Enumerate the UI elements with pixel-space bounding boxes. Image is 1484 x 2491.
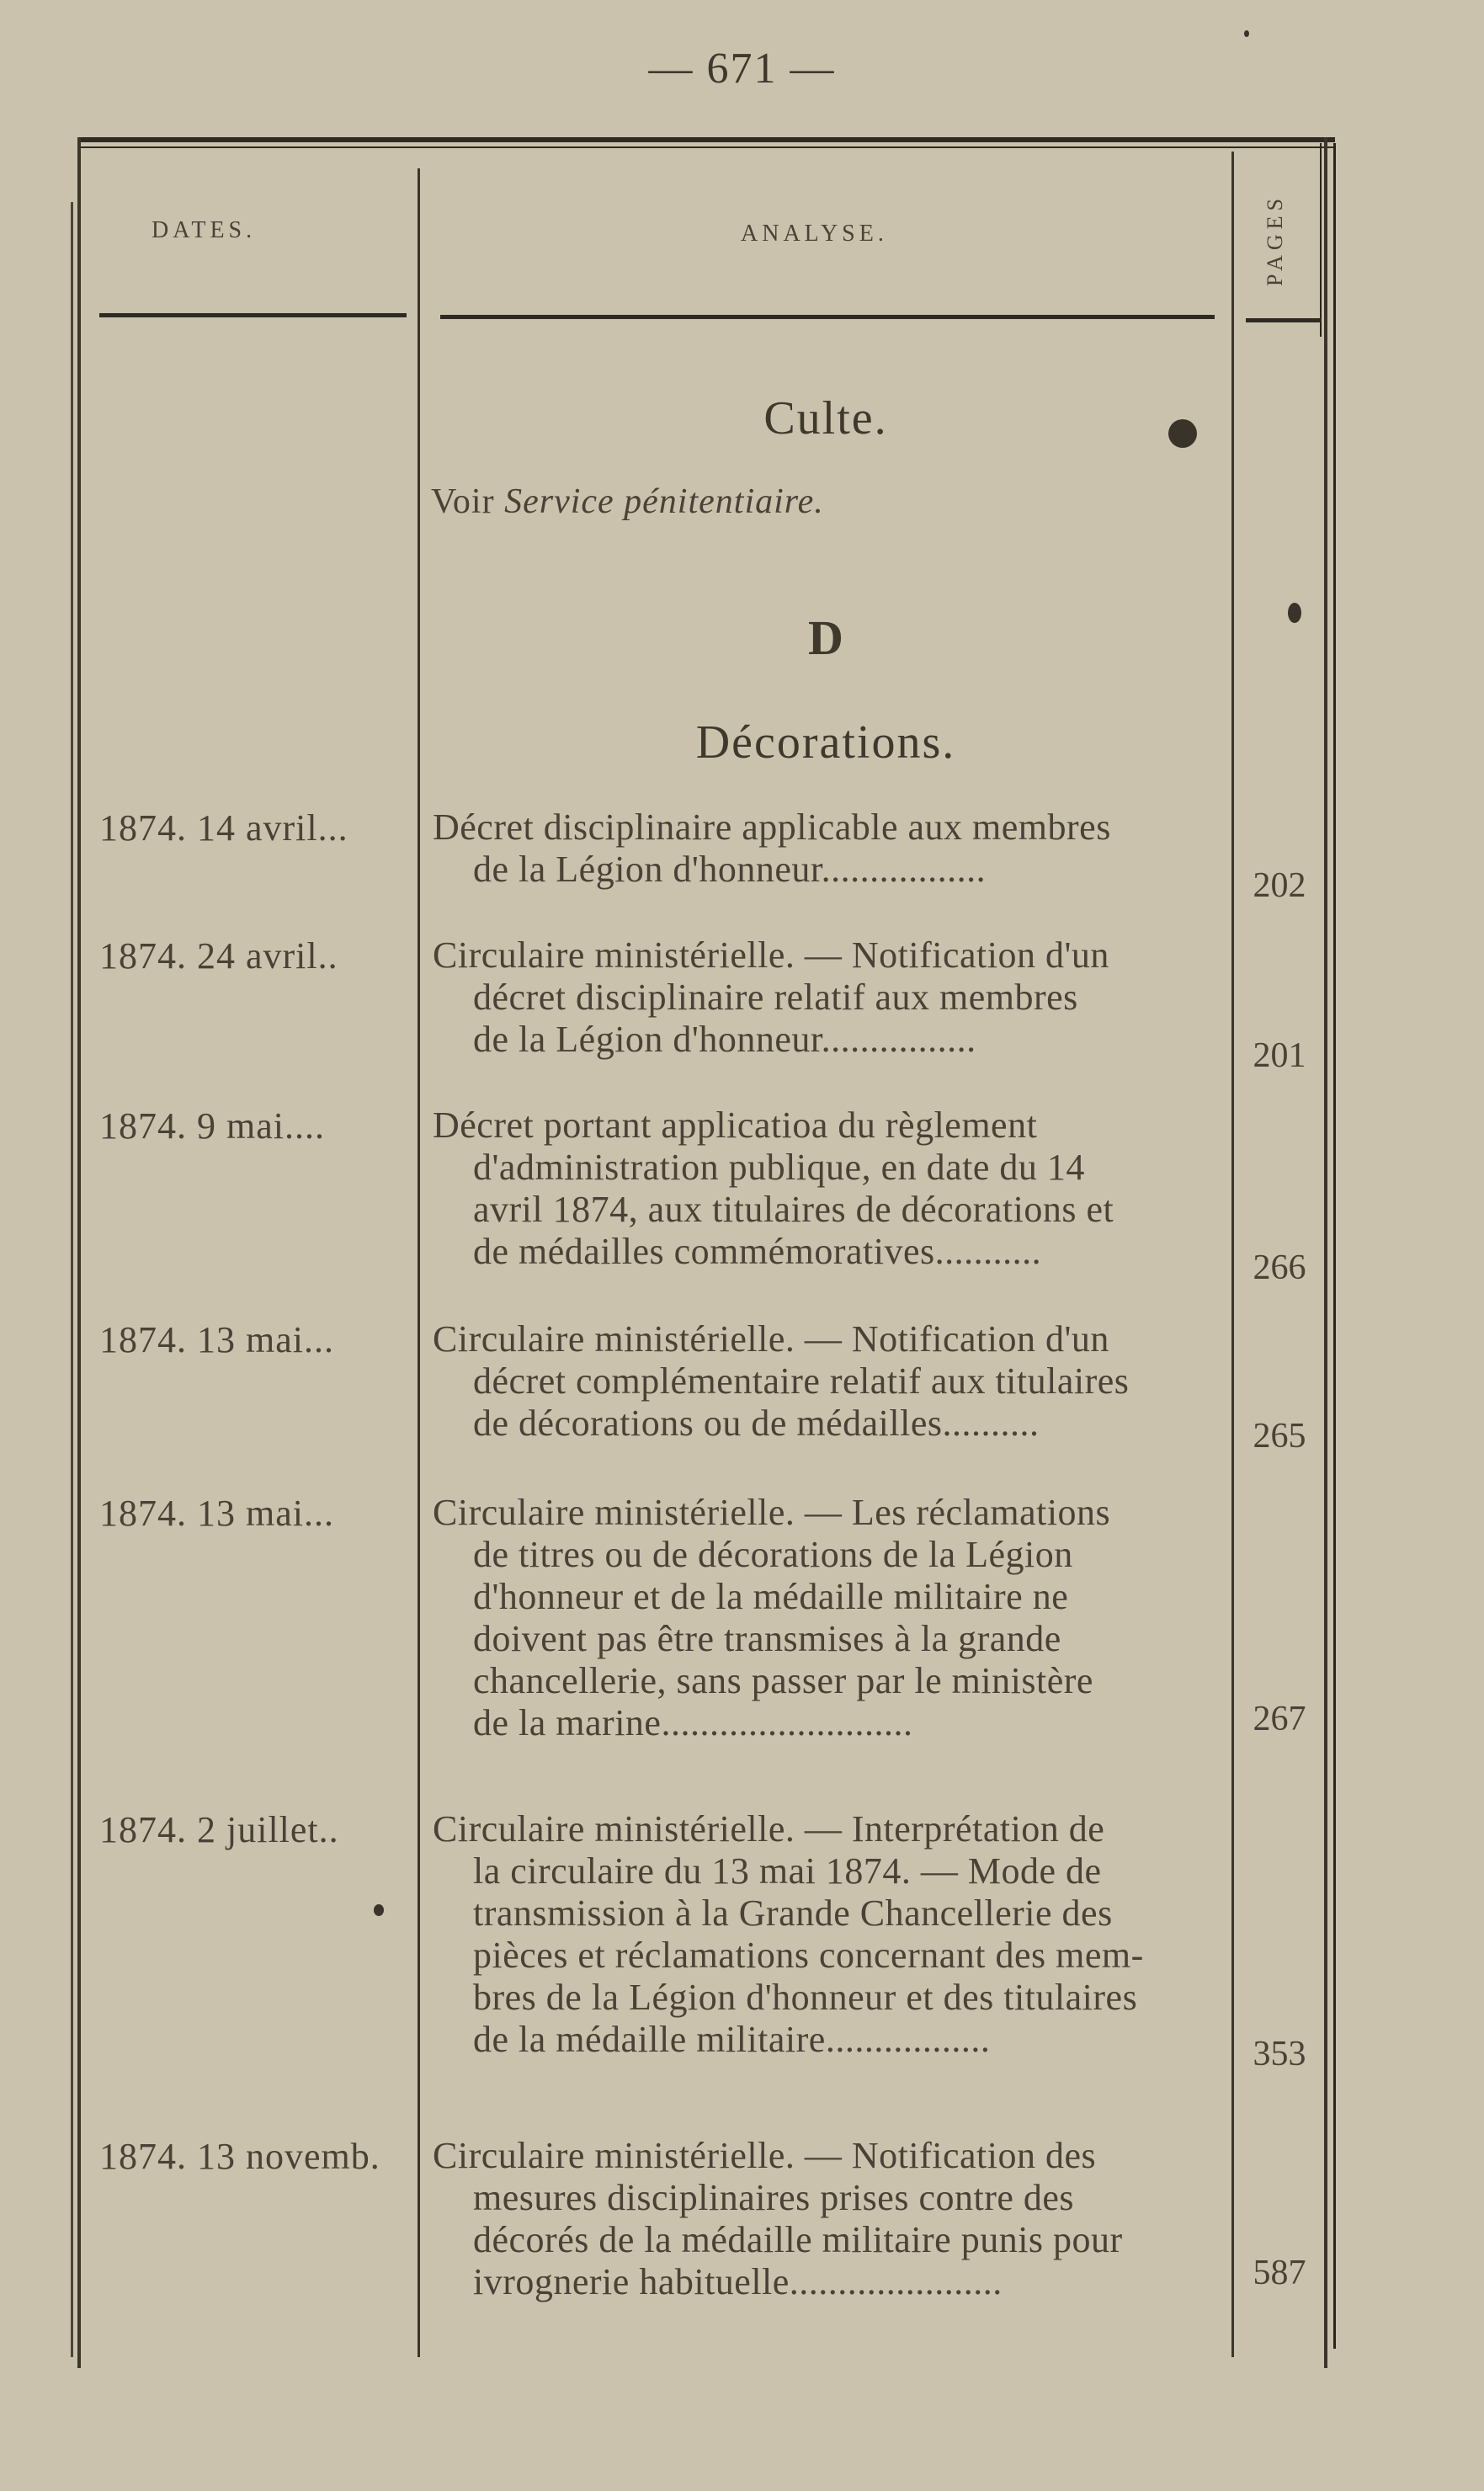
frame-left-rule bbox=[77, 137, 81, 2368]
frame-right-outer-rule bbox=[1333, 143, 1336, 2349]
entry-page: 353 bbox=[1253, 2035, 1306, 2073]
column-divider-pages bbox=[1231, 152, 1234, 2357]
header-pages: PAGES bbox=[1263, 194, 1287, 286]
header-analyse: ANALYSE. bbox=[741, 221, 888, 247]
entry-page: 201 bbox=[1253, 1036, 1306, 1075]
analysis-line: Circulaire ministérielle. — Notification d'un bbox=[433, 934, 1109, 976]
entry-analysis bbox=[433, 1492, 1224, 1744]
analysis-line: pièces et réclamations concernant des mem- bbox=[473, 1935, 1144, 1976]
ink-blot bbox=[1168, 419, 1197, 448]
entry-date: 1874. 13 novemb. bbox=[99, 2136, 380, 2177]
analysis-line: transmission à la Grande Chancellerie des bbox=[473, 1892, 1113, 1934]
analysis-line: de décorations ou de médailles.......... bbox=[473, 1403, 1040, 1444]
section-title-decorations: Décorations. bbox=[695, 716, 956, 769]
pages-header-rule bbox=[1320, 143, 1322, 337]
analysis-line: de la Légion d'honneur................ bbox=[473, 1019, 976, 1060]
see-also-target: Service pénitentiaire. bbox=[504, 482, 824, 521]
analysis-line: de la médaille militaire................. bbox=[473, 2019, 991, 2060]
ink-spot bbox=[1288, 603, 1301, 623]
header-dates: DATES. bbox=[152, 217, 257, 243]
analysis-line: doivent pas être transmises à la grande bbox=[473, 1618, 1061, 1659]
analysis-line: Circulaire ministérielle. — Notification d'un bbox=[433, 1318, 1109, 1360]
analysis-line: décret disciplinaire relatif aux membres bbox=[473, 977, 1078, 1018]
analysis-line: ivrognerie habituelle...................... bbox=[473, 2261, 1003, 2302]
entry-date: 1874. 13 mai... bbox=[99, 1493, 334, 1534]
see-also-prefix: Voir bbox=[431, 482, 505, 521]
analysis-line: Circulaire ministérielle. — Notification des bbox=[433, 2135, 1097, 2176]
analysis-line: de la Légion d'honneur................. bbox=[473, 849, 987, 890]
analysis-line: Circulaire ministérielle. — Interprétation de bbox=[433, 1808, 1105, 1850]
page-number: — 671 — bbox=[648, 45, 836, 93]
analysis-line: avril 1874, aux titulaires de décorations et bbox=[473, 1189, 1114, 1230]
entry-analysis bbox=[433, 806, 1224, 891]
analysis-line: Décret portant applicatioa du règlement bbox=[433, 1104, 1038, 1146]
entry-page: 202 bbox=[1253, 866, 1306, 905]
entry-analysis bbox=[433, 1318, 1224, 1445]
analysis-line: bres de la Légion d'honneur et des titulaires bbox=[473, 1977, 1138, 2018]
analysis-line: la circulaire du 13 mai 1874. — Mode de bbox=[473, 1850, 1102, 1892]
top-rule-thick bbox=[81, 137, 1335, 142]
column-divider-dates bbox=[418, 168, 420, 2357]
header-rule-dates bbox=[99, 313, 407, 317]
entry-date: 1874. 9 mai.... bbox=[99, 1105, 325, 1147]
entry-analysis bbox=[433, 934, 1224, 1061]
header-rule-analyse bbox=[440, 315, 1215, 319]
entry-analysis bbox=[433, 2135, 1224, 2303]
section-letter: D bbox=[808, 610, 843, 665]
ink-spot bbox=[1244, 30, 1249, 37]
frame-right-rule bbox=[1324, 137, 1327, 2368]
analysis-line: de titres ou de décorations de la Légion bbox=[473, 1534, 1073, 1575]
ink-spot bbox=[374, 1904, 384, 1916]
analysis-line: de médailles commémoratives........... bbox=[473, 1231, 1042, 1272]
header-rule-pages bbox=[1246, 318, 1322, 322]
entry-date: 1874. 2 juillet.. bbox=[99, 1809, 339, 1850]
analysis-line: mesures disciplinaires prises contre des bbox=[473, 2177, 1075, 2218]
analysis-line: décret complémentaire relatif aux titulaires bbox=[473, 1360, 1130, 1402]
see-also-reference bbox=[431, 482, 824, 522]
analysis-line: chancellerie, sans passer par le ministère bbox=[473, 1660, 1093, 1701]
analysis-line: Décret disciplinaire applicable aux membres bbox=[433, 806, 1111, 848]
analysis-line: d'administration publique, en date du 14 bbox=[473, 1147, 1085, 1188]
entry-analysis bbox=[433, 1808, 1224, 2061]
top-rule-thin bbox=[81, 146, 1335, 148]
frame-left-inner-rule bbox=[71, 202, 73, 2357]
entry-page: 265 bbox=[1253, 1417, 1306, 1456]
analysis-line: Circulaire ministérielle. — Les réclamations bbox=[433, 1492, 1111, 1533]
analysis-line: décorés de la médaille militaire punis pour bbox=[473, 2219, 1123, 2260]
entry-page: 587 bbox=[1253, 2254, 1306, 2292]
entry-date: 1874. 14 avril... bbox=[99, 807, 348, 849]
section-title-culte: Culte. bbox=[763, 392, 888, 444]
entry-date: 1874. 24 avril.. bbox=[99, 935, 338, 977]
entry-date: 1874. 13 mai... bbox=[99, 1319, 334, 1360]
analysis-line: de la marine.......................... bbox=[473, 1702, 913, 1743]
entry-page: 267 bbox=[1253, 1700, 1306, 1738]
analysis-line: d'honneur et de la médaille militaire ne bbox=[473, 1576, 1069, 1617]
entry-page: 266 bbox=[1253, 1248, 1306, 1287]
entry-analysis bbox=[433, 1104, 1224, 1273]
